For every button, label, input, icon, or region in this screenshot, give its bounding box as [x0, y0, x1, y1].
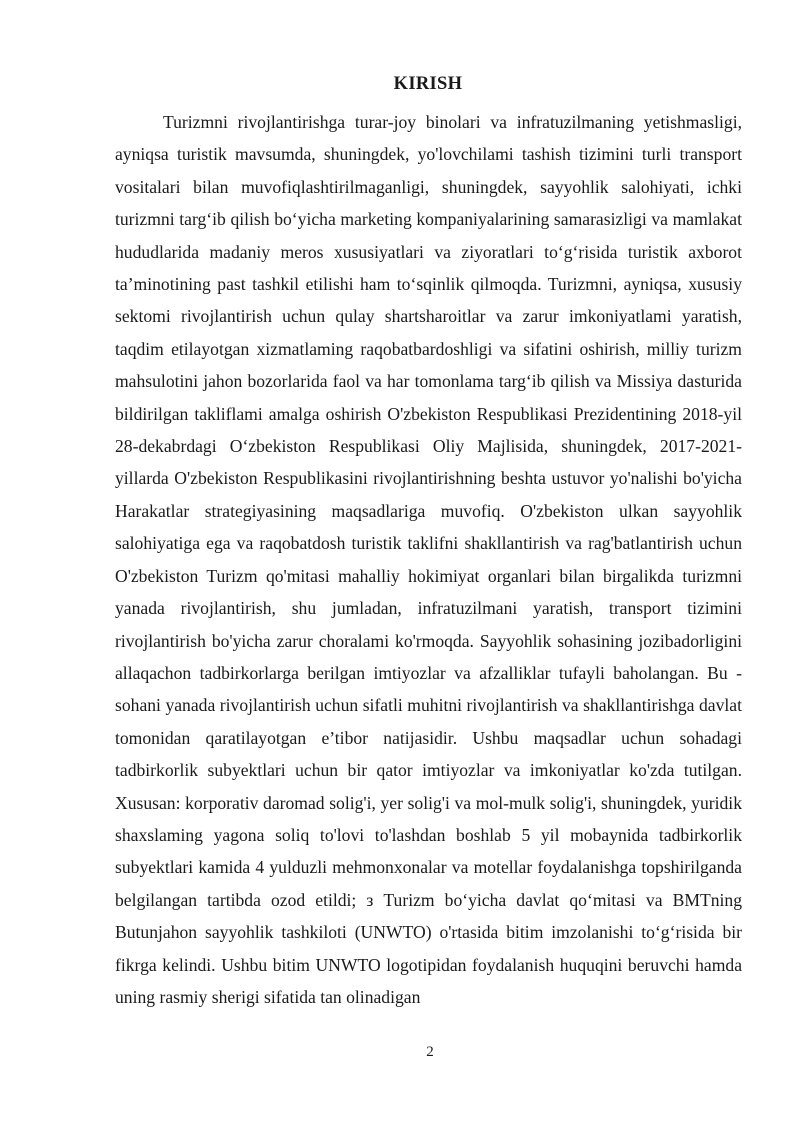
body-paragraph: Turizmni rivojlantirishga turar-joy binolari va infratuzilmaning yetishmasligi, ayniqsa turistik mavsumda, shuningdek, yo'lovchilami tashish tizimini turli transport vositalari bilan muvofiqlashtirilmaganligi, shuningdek, sayyohlik salohiyati, ichki turizmni targ‘ib qilish bo‘yicha marketing kompaniyalarining samarasizligi va mamlakat hududlarida madaniy meros xususiyatlari va ziyoratlari to‘g‘risida turistik axborot ta’minotining past tashkil etilishi ham to‘sqinlik qilmoqda. Turizmni, ayniqsa, xususiy sektomi rivojlantirish uchun qulay shartsharoitlar va zarur imkoniyatlami yaratish, taqdim etilayotgan xizmatlaming raqobatbardoshligi va sifatini oshirish, milliy turizm mahsulotini jahon bozorlarida faol va har tomonlama targ‘ib qilish va Missiya dasturida bildirilgan takliflami amalga oshirish O'zbekiston Respublikasi Prezidentining 2018-yil 28-dekabrdagi O‘zbekiston Respublikasi Oliy Majlisida, shuningdek, 2017-2021-yillarda O'zbekiston Respublikasini rivojlantirishning beshta ustuvor yo'nalishi bo'yicha Harakatlar strategiyasining maqsadlariga muvofiq. O'zbekiston ulkan sayyohlik salohiyatiga ega va raqobatdosh turistik taklifni shakllantirish va rag'batlantirish uchun O'zbekiston Turizm qo'mitasi mahalliy hokimiyat organlari bilan birgalikda turizmni yanada rivojlantirish, shu jumladan, infratuzilmani yaratish, transport tizimini rivojlantirish bo'yicha zarur choralami ko'rmoqda. Sayyohlik sohasining jozibadorligini allaqachon tadbirkorlarga berilgan imtiyozlar va afzalliklar tufayli baholangan. Bu -sohani yanada rivojlantirish uchun sifatli muhitni rivojlantirish va shakllantirishga davlat tomonidan qaratilayotgan e’tibor natijasidir. Ushbu maqsadlar uchun sohadagi tadbirkorlik subyektlari uchun bir qator imtiyozlar va imkoniyatlar ko'zda tutilgan. Xususan: korporativ daromad solig'i, yer solig'i va mol-mulk solig'i, shuningdek, yuridik shaxslaming yagona soliq to'lovi to'lashdan boshlab 5 yil mobaynida tadbirkorlik subyektlari kamida 4 yulduzli mehmonxonalar va motellar foydalanishga topshirilganda belgilangan tartibda ozod etildi; з Turizm bo‘yicha davlat qo‘mitasi va BMTning Butunjahon sayyohlik tashkiloti (UNWTO) o'rtasida bitim imzolanishi to‘g‘risida bir fikrga kelindi. Ushbu bitim UNWTO logotipidan foydalanish huquqini beruvchi hamda uning rasmiy sherigi sifatida tan olinadigan	[115, 112, 742, 1007]
page-title: KIRISH	[393, 74, 463, 94]
page-number: 2	[426, 1044, 434, 1060]
